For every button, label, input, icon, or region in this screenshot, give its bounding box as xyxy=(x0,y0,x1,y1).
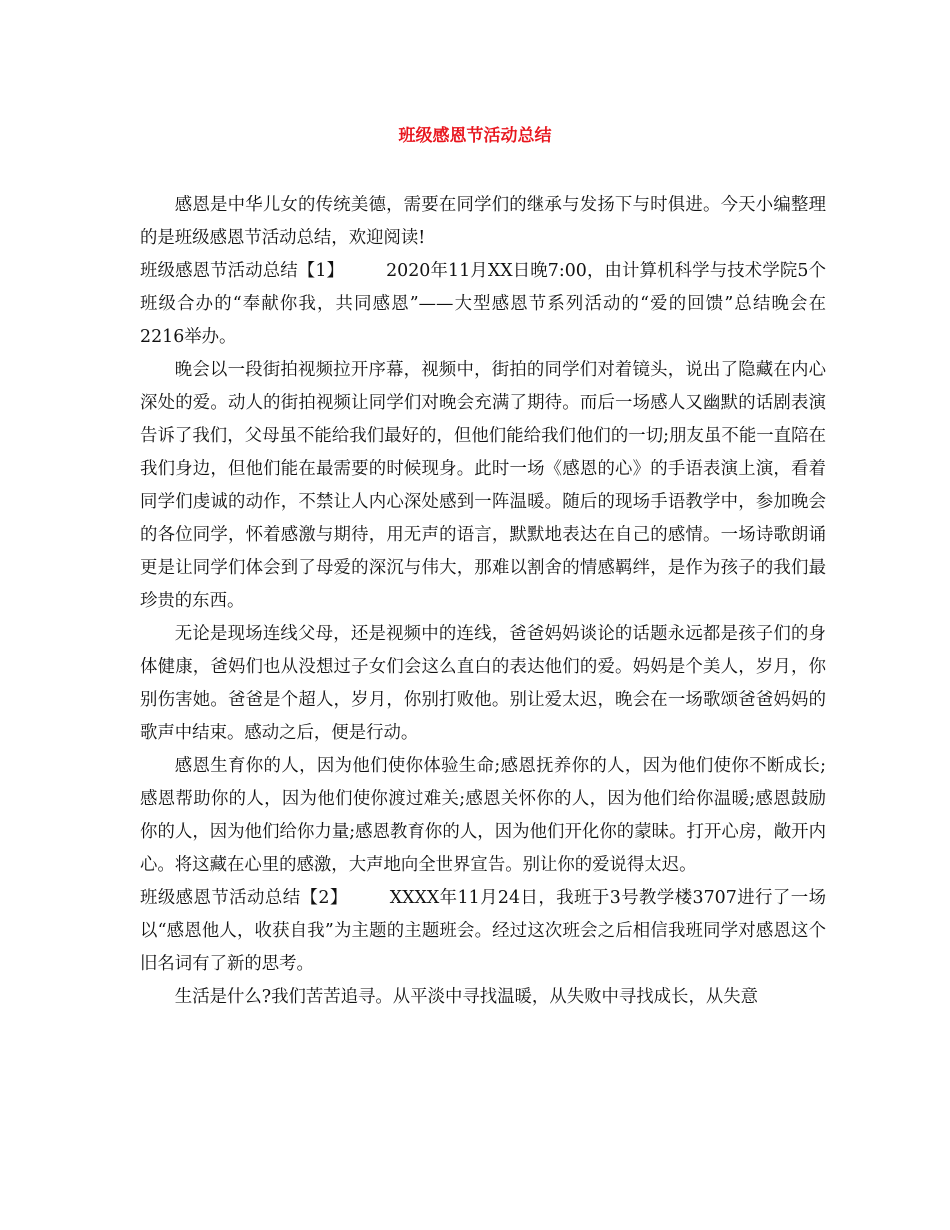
section-1-paragraph-1: 晚会以一段街拍视频拉开序幕，视频中，街拍的同学们对着镜头，说出了隐藏在内心深处的爱。动人的街拍视频让同学们对晚会充满了期待。而后一场感人又幽默的话剧表演告诉了我们，父母虽不能给我们最好的，但他们能给我们他们的一切;朋友虽不能一直陪在我们身边，但他们能在最需要的时候现身。此时一场《感恩的心》的手语表演上演，看着同学们虔诚的动作，不禁让人内心深处感到一阵温暖。随后的现场手语教学中，参加晚会的各位同学，怀着感激与期待，用无声的语言，默默地表达在自己的感情。一场诗歌朗诵更是让同学们体会到了母爱的深沉与伟大，那难以割舍的情感羁绊，是作为孩子的我们最珍贵的东西。 xyxy=(140,360,826,611)
section-1-paragraph-2: 无论是现场连线父母，还是视频中的连线，爸爸妈妈谈论的话题永远都是孩子们的身体健康，爸妈们也从没想过子女们会这么直白的表达他们的爱。妈妈是个美人，岁月，你别伤害她。爸爸是个超人，岁月，你别打败他。别让爱太迟，晚会在一场歌颂爸爸妈妈的歌声中结束。感动之后，便是行动。 xyxy=(140,624,826,743)
intro-paragraph: 感恩是中华儿女的传统美德，需要在同学们的继承与发扬下与时俱进。今天小编整理的是班级感恩节活动总结，欢迎阅读! xyxy=(140,195,826,248)
document-title: 班级感恩节活动总结 xyxy=(398,126,552,146)
section-2-heading: 班级感恩节活动总结【2】 xyxy=(140,888,348,908)
section-2-lead-text: XXXX年11月24日，我班于3号教学楼3707进行了一场以“感恩他人，收获自我”为主题的主题班会。经过这次班会之后相信我班同学对感恩这个旧名词有了新的思考。 xyxy=(140,888,826,974)
section-1-lead-text: 2020年11月XX日晚7:00，由计算机科学与技术学院5个班级合办的“奉献你我，共同感恩”——大型感恩节系列活动的“爱的回馈”总结晚会在2216举办。 xyxy=(140,261,826,347)
section-1-lead-paragraph xyxy=(140,255,826,354)
section-2-paragraph-1: 生活是什么?我们苦苦追寻。从平淡中寻找温暖，从失败中寻找成长，从失意 xyxy=(174,987,759,1007)
document-body xyxy=(140,189,826,1014)
section-1-paragraph-3: 感恩生育你的人，因为他们使你体验生命;感恩抚养你的人，因为他们使你不断成长;感恩帮助你的人，因为他们使你渡过难关;感恩关怀你的人，因为他们给你温暖;感恩鼓励你的人，因为他们给你力量;感恩教育你的人，因为他们开化你的蒙昧。打开心房，敞开内心。将这藏在心里的感激，大声地向全世界宣告。别让你的爱说得太迟。 xyxy=(140,756,826,875)
section-2-lead-paragraph xyxy=(140,882,826,981)
section-1-heading: 班级感恩节活动总结【1】 xyxy=(140,261,345,281)
